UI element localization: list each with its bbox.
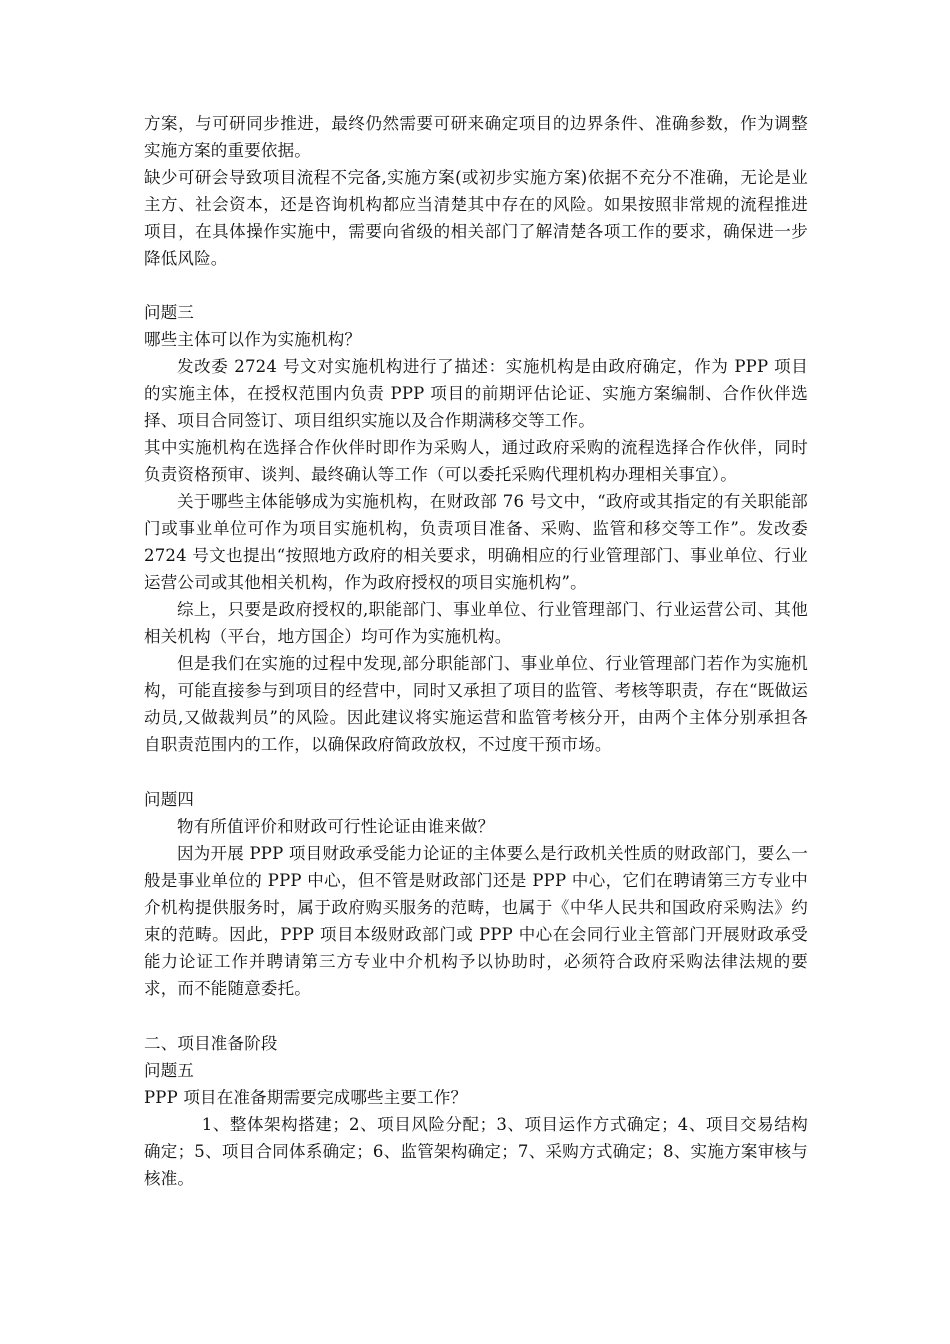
- paragraph-missing-feasibility-risk: 缺少可研会导致项目流程不完备,实施方案(或初步实施方案)依据不充分不准确，无论是业主方、社会资本，还是咨询机构都应当清楚其中存在的风险。如果按照非常规的流程推进项目，在具体操作实施中，需要向省级的相关部门了解清楚各项工作的要求，确保进一步降低风险。: [144, 168, 808, 268]
- spacer: [144, 1002, 808, 1030]
- spacer: [144, 758, 808, 786]
- question-3-paragraph-3: 关于哪些主体能够成为实施机构，在财政部 76 号文中，“政府或其指定的有关职能部门或事业单位可作为项目实施机构，负责项目准备、采购、监管和移交等工作”。发改委 2724 号文也提出“按照地方政府的相关要求，明确相应的行业管理部门、事业单位、行业运营公司或其他相关机构，作为政府授权的项目实施机构”。: [144, 492, 808, 592]
- paragraph-feasibility-continued: 方案，与可研同步推进，最终仍然需要可研来确定项目的边界条件、准确参数，作为调整实施方案的重要依据。: [144, 114, 808, 160]
- question-3-paragraph-1: 发改委 2724 号文对实施机构进行了描述：实施机构是由政府确定，作为 PPP 项目的实施主体，在授权范围内负责 PPP 项目的前期评估论证、实施方案编制、合作伙伴选择、项目合同签订、项目组织实施以及合作期满移交等工作。: [144, 357, 808, 430]
- question-3-paragraph-5: 但是我们在实施的过程中发现,部分职能部门、事业单位、行业管理部门若作为实施机构，可能直接参与到项目的经营中，同时又承担了项目的监管、考核等职责，存在“既做运动员,又做裁判员”的风险。因此建议将实施运营和监管考核分开，由两个主体分别承担各自职责范围内的工作，以确保政府简政放权，不过度干预市场。: [144, 654, 808, 754]
- document-page: [144, 110, 808, 1192]
- question-5-paragraph-1: 1、整体架构搭建；2、项目风险分配；3、项目运作方式确定；4、项目交易结构确定；5、项目合同体系确定；6、监管架构确定；7、采购方式确定；8、实施方案审核与核准。: [144, 1115, 808, 1188]
- spacer: [144, 272, 808, 299]
- question-4-text: 物有所值评价和财政可行性论证由谁来做？: [177, 817, 495, 836]
- question-3-text: 哪些主体可以作为实施机构？: [144, 330, 362, 349]
- question-3-title: 问题三: [144, 303, 195, 322]
- section-2-title: 二、项目准备阶段: [144, 1034, 278, 1053]
- question-4-title: 问题四: [144, 790, 195, 809]
- question-3-paragraph-4: 综上，只要是政府授权的,职能部门、事业单位、行业管理部门、行业运营公司、其他相关机构（平台，地方国企）均可作为实施机构。: [144, 600, 808, 646]
- question-5-title: 问题五: [144, 1061, 195, 1080]
- question-5-text: PPP 项目在准备期需要完成哪些主要工作？: [144, 1088, 468, 1107]
- question-4-paragraph-1: 因为开展 PPP 项目财政承受能力论证的主体要么是行政机关性质的财政部门，要么一般是事业单位的 PPP 中心，但不管是财政部门还是 PPP 中心，它们在聘请第三方专业中介机构提供服务时，属于政府购买服务的范畴，也属于《中华人民共和国政府采购法》约束的范畴。因此，PPP 项目本级财政部门或 PPP 中心在会同行业主管部门开展财政承受能力论证工作并聘请第三方专业中介机构予以协助时，必须符合政府采购法律法规的要求，而不能随意委托。: [144, 844, 808, 998]
- question-3-paragraph-2: 其中实施机构在选择合作伙伴时即作为采购人，通过政府采购的流程选择合作伙伴，同时负责资格预审、谈判、最终确认等工作（可以委托采购代理机构办理相关事宜）。: [144, 438, 808, 484]
